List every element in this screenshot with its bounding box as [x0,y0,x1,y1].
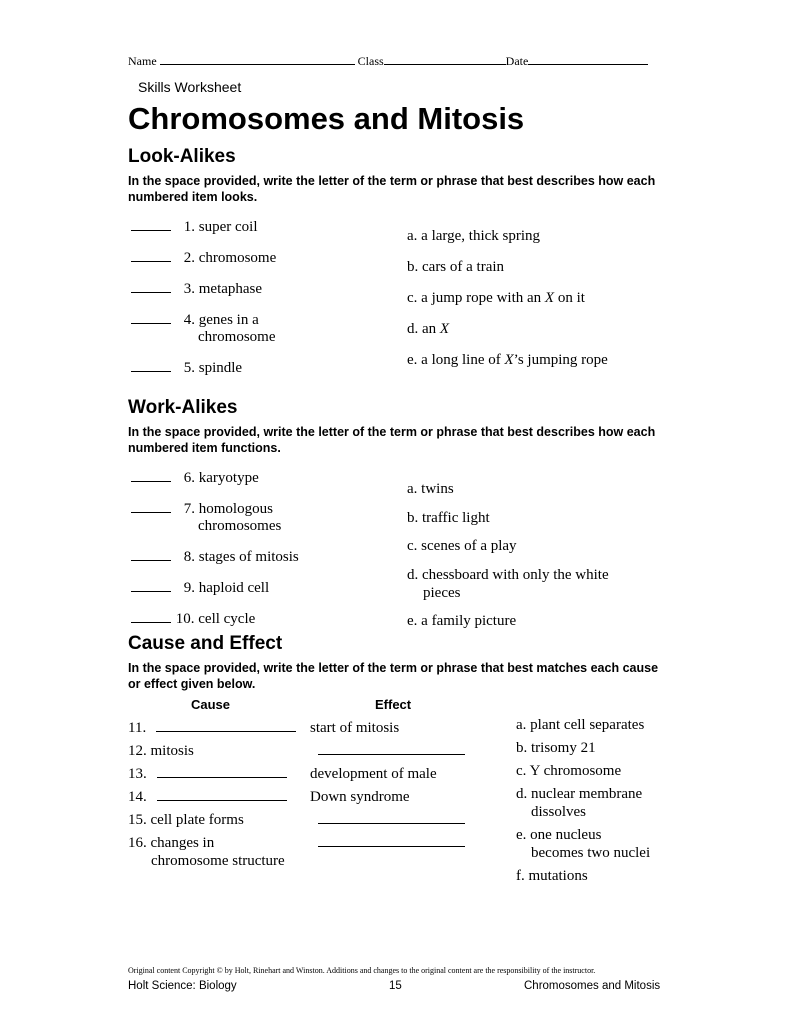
section-heading-look-alikes: Look-Alikes [128,146,236,167]
list-item: 2. chromosome [131,249,276,267]
choice-item: a. a large, thick spring [407,228,541,244]
instructions-look-alikes: In the space provided, write the letter of the term or phrase that best describes how each numbered item looks. [128,174,656,204]
answer-blank[interactable] [131,249,171,262]
effect-blank-wrap [318,742,465,760]
footer-left: Holt Science: Biology [128,980,237,992]
cause-blank[interactable] [157,765,287,778]
answer-blank[interactable] [131,280,171,293]
effect-text: Down syndrome [310,789,410,805]
choice-item: d. chessboard with only the white [407,567,609,583]
choice-item: c. a jump rope with an X on it [407,290,585,306]
choice-item: a. plant cell separates [516,717,645,733]
effect-blank-wrap [318,834,465,852]
effect-blank[interactable] [318,811,465,824]
effect-blank[interactable] [318,834,465,847]
table-row: 16. changes in [128,835,215,851]
effect-blank[interactable] [318,742,465,755]
effect-text: development of male [310,766,437,782]
answer-blank[interactable] [131,311,171,324]
instructions-cause-effect: In the space provided, write the letter of the term or phrase that best matches each cause or effect given below. [128,661,659,691]
choice-item: c. Y chromosome [516,763,622,779]
answer-blank[interactable] [131,610,171,623]
answer-blank[interactable] [131,469,171,482]
list-item: 4. genes in a [131,311,259,329]
instructions-work-alikes: In the space provided, write the letter of the term or phrase that best describes how each numbered item functions. [128,425,656,455]
table-row: 13. [128,765,287,783]
choice-item: b. traffic light [407,510,490,526]
effect-blank-wrap [318,811,465,829]
class-label: Class [357,54,384,68]
choice-item: e. one nucleus [516,827,602,843]
list-item: 7. homologous [131,500,273,518]
choice-item: b. trisomy 21 [516,740,596,756]
choice-item-continued: pieces [423,585,461,601]
choice-item-continued: dissolves [531,804,587,820]
list-item-continued: chromosome [198,329,276,345]
page-number: 15 [389,980,402,992]
answer-blank[interactable] [131,500,171,513]
choice-item: d. an X [407,321,450,337]
name-field[interactable] [160,53,355,65]
choice-item: c. scenes of a play [407,538,517,554]
section-heading-cause-effect: Cause and Effect [128,633,283,654]
answer-blank[interactable] [131,579,171,592]
kicker: Skills Worksheet [138,79,242,95]
cause-column-header: Cause [191,697,231,712]
date-label: Date [505,54,529,68]
class-field[interactable] [384,53,506,65]
answer-blank[interactable] [131,548,171,561]
list-item: 10. cell cycle [131,610,255,628]
footer-right: Chromosomes and Mitosis [524,980,661,992]
table-row: 14. [128,788,287,806]
effect-column-header: Effect [375,697,412,712]
choice-item: d. nuclear membrane [516,786,643,802]
list-item: 8. stages of mitosis [131,548,299,566]
cause-blank[interactable] [157,788,287,801]
name-label: Name [128,54,157,68]
cause-continued: chromosome structure [151,853,285,869]
table-row: 12. mitosis [128,743,194,759]
list-item: 9. haploid cell [131,579,269,597]
answer-blank[interactable] [131,218,171,231]
answer-blank[interactable] [131,359,171,372]
table-row: 11. [128,719,296,737]
choice-item-continued: becomes two nuclei [531,845,651,861]
list-item: 1. super coil [131,218,257,236]
list-item: 5. spindle [131,359,242,377]
choice-item: f. mutations [516,868,588,884]
choice-item: e. a family picture [407,613,517,629]
effect-text: start of mitosis [310,720,400,736]
list-item: 3. metaphase [131,280,262,298]
choice-item: a. twins [407,481,454,497]
table-row: 15. cell plate forms [128,812,244,828]
copyright-note: Original content Copyright © by Holt, Rinehart and Winston. Additions and changes to the original content are the responsibility of the instructor. [128,966,596,975]
page-title: Chromosomes and Mitosis [128,101,525,136]
cause-blank[interactable] [156,719,296,732]
choice-item: b. cars of a train [407,259,505,275]
list-item-continued: chromosomes [198,518,282,534]
choice-item: e. a long line of X’s jumping rope [407,352,608,368]
header-fields [128,53,648,69]
section-heading-work-alikes: Work-Alikes [128,397,238,418]
list-item: 6. karyotype [131,469,259,487]
date-field[interactable] [528,53,648,65]
